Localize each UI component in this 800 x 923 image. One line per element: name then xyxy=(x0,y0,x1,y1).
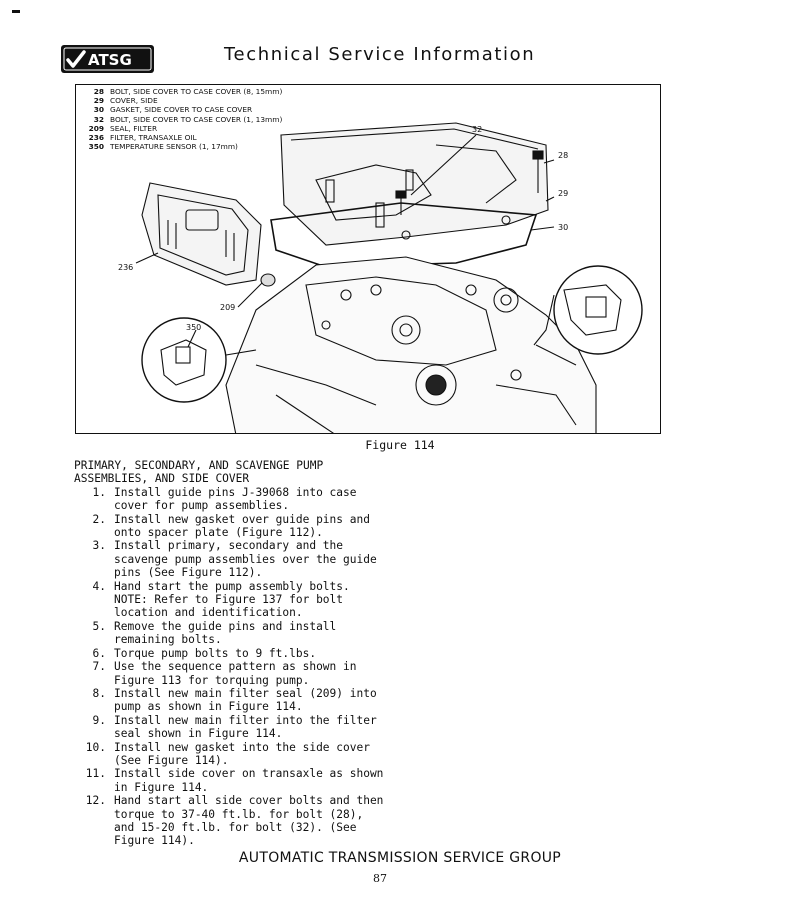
legend-row: 236 FILTER, TRANSAXLE OIL xyxy=(88,133,197,143)
logo-text: ATSG xyxy=(88,51,132,69)
section-heading-line-1: PRIMARY, SECONDARY, AND SCAVENGE PUMP xyxy=(74,459,324,472)
legend-row: 32 BOLT, SIDE COVER TO CASE COVER (1, 13mm) xyxy=(93,114,283,124)
list-item: 10. Install new gasket into the side cover (See Figure 114). xyxy=(85,740,370,767)
scan-mark xyxy=(12,10,20,13)
list-item: 6. Torque pump bolts to 9 ft.lbs. xyxy=(92,646,317,660)
callout-30: 30 xyxy=(558,223,569,232)
callout-32: 32 xyxy=(472,125,483,134)
legend-row: 29 COVER, SIDE xyxy=(93,96,158,106)
legend-row: 350 TEMPERATURE SENSOR (1, 17mm) xyxy=(88,142,238,152)
legend-row: 209 SEAL, FILTER xyxy=(88,123,158,133)
callout-28: 28 xyxy=(558,151,569,160)
legend-row: 30 GASKET, SIDE COVER TO CASE COVER xyxy=(93,105,253,115)
list-item: 8. Install new main filter seal (209) into pump as shown in Figure 114. xyxy=(92,686,377,714)
list-item: 2. Install new gasket over guide pins and onto spacer plate (Figure 112). xyxy=(92,512,370,540)
list-item: 5. Remove the guide pins and install remaining bolts. xyxy=(92,619,337,647)
parts-legend xyxy=(80,87,282,151)
legend-row: 28 BOLT, SIDE COVER TO CASE COVER (8, 15mm) xyxy=(93,87,283,96)
list-item: 11. Install side cover on transaxle as shown in Figure 114. xyxy=(85,767,384,794)
figure-caption: Figure 114 xyxy=(365,438,435,452)
list-item: 4. Hand start the pump assembly bolts. NOTE: Refer to Figure 137 for bolt location and identification. xyxy=(92,579,350,620)
section-heading-line-2: ASSEMBLIES, AND SIDE COVER xyxy=(74,472,250,486)
list-item: 7. Use the sequence pattern as shown in Figure 113 for torquing pump. xyxy=(92,660,357,687)
list-item: 12. Hand start all side cover bolts and then torque to 37-40 ft.lb. for bolt (28), and 15-20 ft.lb. for bolt (32). (See Figure 114). xyxy=(85,794,384,848)
list-item: 1. Install guide pins J-39068 into case cover for pump assemblies. xyxy=(92,485,357,513)
callout-29: 29 xyxy=(558,189,569,198)
callout-350: 350 xyxy=(186,323,202,332)
page-number: 87 xyxy=(373,872,387,885)
footer-organization: AUTOMATIC TRANSMISSION SERVICE GROUP xyxy=(238,850,562,866)
page-title: Technical Service Information xyxy=(224,44,536,65)
list-item: 9. Install new main filter into the filter seal shown in Figure 114. xyxy=(92,713,377,741)
list-item: 3. Install primary, secondary and the scavenge pump assemblies over the guide pins (See Figure 112). xyxy=(92,539,377,580)
instructions-section xyxy=(74,459,674,848)
steps-list xyxy=(74,486,674,848)
atsg-logo xyxy=(60,44,155,74)
callout-236: 236 xyxy=(118,263,134,272)
callout-209: 209 xyxy=(220,303,236,312)
figure-114 xyxy=(75,84,661,434)
